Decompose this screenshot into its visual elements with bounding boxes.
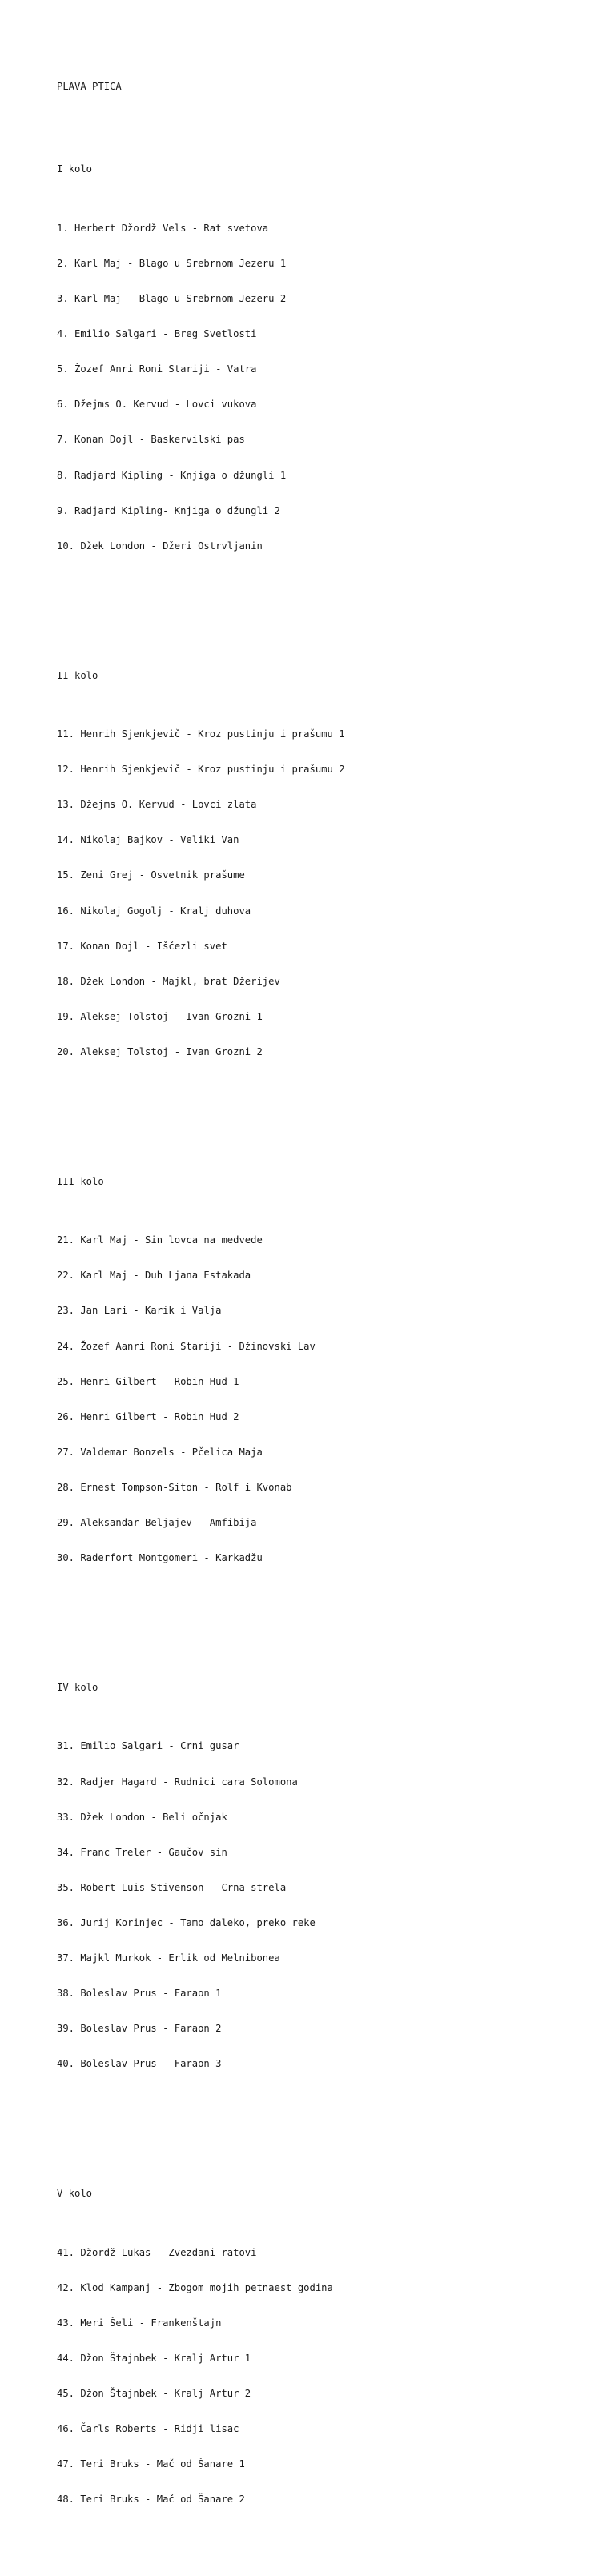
list-item: 45. Džon Štajnbek - Kralj Artur 2	[57, 2388, 251, 2400]
list-item: 42. Klod Kampanj - Zbogom mojih petnaest godina	[57, 2281, 333, 2293]
list-item: 20. Aleksej Tolstoj - Ivan Grozni 2	[57, 1046, 263, 1058]
list-item: 1. Herbert Džordž Vels - Rat svetova	[57, 222, 269, 234]
list-item: 15. Zeni Grej - Osvetnik prašume	[57, 869, 245, 881]
book-list	[57, 1717, 601, 2094]
list-item: 17. Konan Dojl - Iščezli svet	[57, 940, 227, 952]
list-item: 27. Valdemar Bonzels - Pčelica Maja	[57, 1446, 263, 1458]
list-item: 10. Džek London - Džeri Ostrvljanin	[57, 540, 263, 552]
section-heading: III kolo	[57, 1175, 104, 1187]
list-item: 38. Boleslav Prus - Faraon 1	[57, 1988, 222, 2000]
section-kolo-2	[57, 646, 601, 1105]
list-item: 46. Čarls Roberts - Ridji lisac	[57, 2423, 239, 2435]
list-item: 37. Majkl Murkok - Erlik od Melnibonea	[57, 1952, 280, 1964]
book-list	[57, 1211, 601, 1588]
book-list	[57, 705, 601, 1082]
list-item: 32. Radjer Hagard - Rudnici cara Solomona	[57, 1776, 298, 1788]
section-heading: IV kolo	[57, 1681, 98, 1693]
list-item: 29. Aleksandar Beljajev - Amfibija	[57, 1517, 257, 1529]
list-item: 13. Džejms O. Kervud - Lovci zlata	[57, 799, 257, 811]
list-item: 21. Karl Maj - Sin lovca na medvede	[57, 1234, 263, 1246]
list-item: 25. Henri Gilbert - Robin Hud 1	[57, 1375, 239, 1387]
book-list	[57, 199, 601, 576]
list-item: 34. Franc Treler - Gaučov sin	[57, 1846, 227, 1858]
list-item: 2. Karl Maj - Blago u Srebrnom Jezeru 1	[57, 257, 287, 269]
list-item: 26. Henri Gilbert - Robin Hud 2	[57, 1410, 239, 1422]
section-heading: I kolo	[57, 163, 93, 175]
section-kolo-1	[57, 140, 601, 599]
list-item: 14. Nikolaj Bajkov - Veliki Van	[57, 834, 239, 846]
list-item: 43. Meri Šeli - Frankenštajn	[57, 2317, 222, 2329]
list-item: 9. Radjard Kipling- Knjiga o džungli 2	[57, 504, 280, 516]
list-item: 11. Henrih Sjenkjevič - Kroz pustinju i prašumu 1	[57, 728, 345, 740]
section-heading: II kolo	[57, 669, 98, 681]
list-item: 30. Raderfort Montgomeri - Karkadžu	[57, 1552, 263, 1564]
list-item: 24. Žozef Aanri Roni Stariji - Džinovski Lav	[57, 1340, 316, 1352]
document-body	[57, 58, 601, 2576]
list-item: 28. Ernest Tompson-Siton - Rolf i Kvonab	[57, 1482, 292, 1494]
list-item: 40. Boleslav Prus - Faraon 3	[57, 2058, 222, 2070]
list-item: 48. Teri Bruks - Mač od Šanare 2	[57, 2494, 245, 2506]
section-heading: V kolo	[57, 2188, 93, 2200]
section-kolo-5	[57, 2165, 601, 2553]
section-kolo-3	[57, 1152, 601, 1611]
list-item: 4. Emilio Salgari - Breg Svetlosti	[57, 328, 257, 340]
list-item: 18. Džek London - Majkl, brat Džerijev	[57, 975, 280, 987]
list-item: 7. Konan Dojl - Baskervilski pas	[57, 434, 245, 446]
list-item: 47. Teri Bruks - Mač od Šanare 1	[57, 2458, 245, 2470]
list-item: 44. Džon Štajnbek - Kralj Artur 1	[57, 2353, 251, 2365]
list-item: 12. Henrih Sjenkjevič - Kroz pustinju i prašumu 2	[57, 764, 345, 776]
list-item: 31. Emilio Salgari - Crni gusar	[57, 1740, 239, 1752]
section-kolo-4	[57, 1659, 601, 2117]
list-item: 3. Karl Maj - Blago u Srebrnom Jezeru 2	[57, 293, 287, 305]
list-item: 5. Žozef Anri Roni Stariji - Vatra	[57, 363, 257, 375]
list-item: 19. Aleksej Tolstoj - Ivan Grozni 1	[57, 1010, 263, 1022]
list-item: 39. Boleslav Prus - Faraon 2	[57, 2023, 222, 2035]
list-item: 33. Džek London - Beli očnjak	[57, 1811, 227, 1823]
book-list	[57, 2223, 601, 2529]
list-item: 35. Robert Luis Stivenson - Crna strela	[57, 1881, 287, 1893]
list-item: 36. Jurij Korinjec - Tamo daleko, preko reke	[57, 1917, 316, 1929]
document-title: PLAVA PTICA	[57, 81, 122, 93]
list-item: 8. Radjard Kipling - Knjiga o džungli 1	[57, 469, 287, 481]
list-item: 41. Džordž Lukas - Zvezdani ratovi	[57, 2246, 257, 2258]
list-item: 22. Karl Maj - Duh Ljana Estakada	[57, 1270, 251, 1282]
list-item: 23. Jan Lari - Karik i Valja	[57, 1305, 222, 1317]
list-item: 16. Nikolaj Gogolj - Kralj duhova	[57, 905, 251, 917]
list-item: 6. Džejms O. Kervud - Lovci vukova	[57, 399, 257, 411]
